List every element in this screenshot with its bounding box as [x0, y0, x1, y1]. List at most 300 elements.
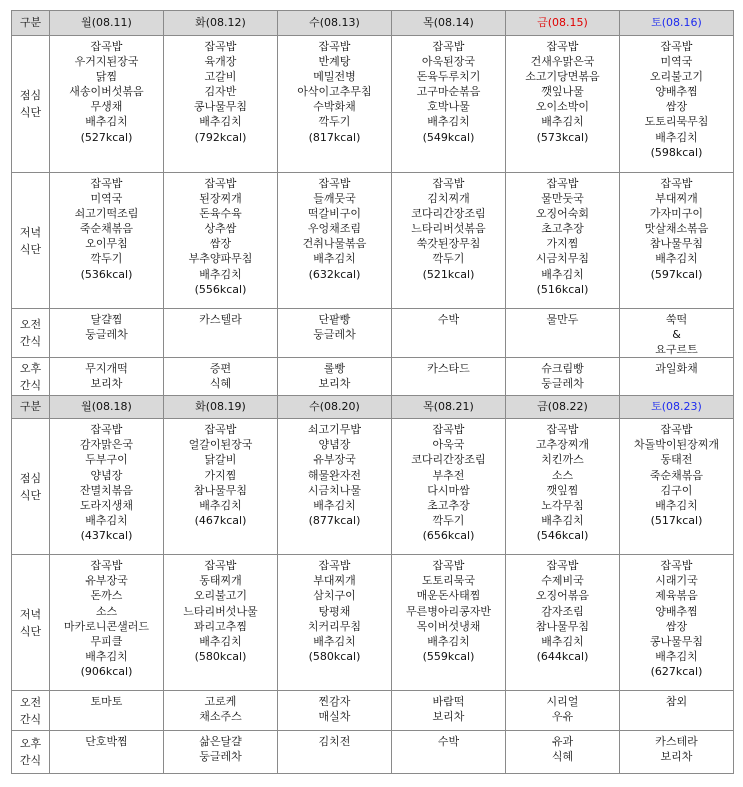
- menu-item: 닭갈비: [204, 453, 237, 467]
- menu-item: 아삭이고추무침: [297, 85, 372, 99]
- menu-item: 건새우맑은국: [530, 55, 595, 69]
- menu-item: 느타리버섯볶음: [411, 222, 486, 236]
- afternoon-snack-sat-cell: [620, 731, 734, 774]
- menu-item: 단호박찜: [85, 735, 128, 749]
- menu-item: 물만둣국: [541, 192, 584, 206]
- row-label-line: 점심: [19, 471, 42, 485]
- menu-item: 떡갈비구이: [307, 207, 362, 221]
- menu-item: 잔멸치볶음: [79, 483, 134, 497]
- menu-item: (598kcal): [650, 145, 703, 159]
- day-header-thu: [392, 11, 506, 36]
- menu-item: 오리불고기: [193, 589, 248, 603]
- menu-item: (580kcal): [308, 649, 361, 663]
- afternoon-snack-thu-cell: [392, 358, 506, 396]
- menu-item: 둥글레차: [85, 328, 128, 342]
- menu-item: 잡곡밥: [204, 177, 237, 190]
- menu-item: 죽순채볶음: [79, 222, 134, 236]
- day-header-label: 목(08.14): [423, 16, 474, 29]
- menu-item: 잡곡밥: [660, 40, 693, 53]
- menu-item: 깍두기: [90, 252, 123, 266]
- menu-item: 오이소박이: [535, 100, 590, 114]
- menu-item: 잡곡밥: [318, 559, 351, 573]
- menu-item: (556kcal): [194, 282, 247, 296]
- row-label-line: 식단: [19, 242, 42, 256]
- menu-item: &: [672, 328, 681, 342]
- menu-item: 오리불고기: [649, 70, 704, 84]
- menu-item: 깍두기: [432, 513, 465, 527]
- lunch-label: [12, 36, 50, 173]
- menu-item: 제육볶음: [655, 589, 698, 603]
- menu-item: 참나물무침: [535, 619, 590, 633]
- menu-item: 잡곡밥: [432, 177, 465, 190]
- day-header-label: 금(08.15): [537, 16, 588, 29]
- menu-item: 무지개떡: [85, 362, 128, 376]
- day-header-sat: [620, 396, 734, 419]
- menu-item: 배추김치: [199, 634, 242, 648]
- dinner-row: [12, 555, 734, 691]
- menu-item: 수제비국: [541, 574, 584, 588]
- menu-item: 쑥갓된장무침: [416, 237, 481, 251]
- menu-item: 배추김치: [313, 252, 356, 266]
- lunch-mon-cell: [50, 36, 164, 173]
- lunch-label: [12, 419, 50, 555]
- menu-item: 보리차: [90, 377, 123, 391]
- row-label-line: 오후: [19, 737, 42, 751]
- menu-item: 김자반: [204, 85, 237, 99]
- day-header-label: 목(08.21): [423, 400, 474, 414]
- lunch-row: [12, 36, 734, 173]
- menu-item: 부추양파무침: [188, 252, 253, 266]
- menu-item: 김치찌개: [427, 192, 470, 206]
- menu-item: 가지찜: [546, 237, 579, 251]
- menu-item: 동태찌개: [199, 574, 242, 588]
- dinner-thu-cell: [392, 173, 506, 309]
- day-header-label: 토(08.16): [651, 16, 702, 29]
- dinner-mon-cell: [50, 555, 164, 691]
- morning-snack-sat-cell: [620, 309, 734, 358]
- row-label-line: 오후: [19, 361, 42, 375]
- menu-item: (517kcal): [650, 513, 703, 527]
- morning-snack-row: [12, 309, 734, 358]
- morning-snack-mon-cell: [50, 691, 164, 731]
- menu-item: 보리차: [318, 377, 351, 391]
- menu-item: 양배추찜: [655, 85, 698, 99]
- day-header-fri: [506, 11, 620, 36]
- afternoon-snack-fri-cell: [506, 731, 620, 774]
- menu-item: 초고추장: [541, 222, 584, 236]
- menu-item: 소스: [95, 604, 118, 618]
- row-label-line: 점심: [19, 89, 42, 102]
- menu-item: 배추김치: [655, 130, 698, 144]
- dinner-tue-cell: [164, 173, 278, 309]
- day-header-wed: [278, 396, 392, 419]
- menu-item: 차돌박이된장찌개: [633, 438, 719, 452]
- row-label-line: 저녁: [19, 225, 42, 239]
- menu-item: 소스: [551, 468, 574, 482]
- menu-item: 배추김치: [85, 649, 128, 663]
- menu-item: 배추김치: [199, 115, 242, 129]
- menu-item: (549kcal): [422, 130, 475, 144]
- menu-item: (632kcal): [308, 267, 361, 281]
- menu-item: 배추김치: [199, 498, 242, 512]
- menu-item: 깻잎나물: [541, 85, 584, 99]
- row-label-line: 식단: [19, 624, 42, 638]
- menu-item: 부추전: [432, 468, 465, 482]
- menu-item: 매실차: [318, 710, 351, 724]
- dinner-label: [12, 555, 50, 691]
- menu-item: (580kcal): [194, 649, 247, 663]
- day-header-label: 화(08.12): [195, 16, 246, 29]
- menu-item: 시리얼: [546, 695, 579, 709]
- morning-snack-mon-cell: [50, 309, 164, 358]
- menu-item: 쇠고기무밥: [307, 423, 362, 437]
- menu-item: 잡곡밥: [546, 423, 579, 437]
- menu-item: (597kcal): [650, 267, 703, 281]
- day-header-label: 월(08.18): [81, 400, 132, 414]
- menu-item: (559kcal): [422, 649, 475, 663]
- dinner-fri-cell: [506, 555, 620, 691]
- day-header-label: 금(08.22): [537, 400, 588, 414]
- category-header-label: 구분: [19, 16, 42, 29]
- menu-item: 다시마쌈: [427, 483, 470, 497]
- menu-item: 들깨뭇국: [313, 192, 356, 206]
- menu-item: 고구마순볶음: [416, 85, 481, 99]
- row-label-line: 간식: [19, 378, 42, 392]
- menu-item: (437kcal): [80, 528, 133, 542]
- menu-item: 김치전: [318, 735, 351, 749]
- menu-item: 배추김치: [199, 267, 242, 281]
- day-header-tue: [164, 11, 278, 36]
- row-label-line: 간식: [19, 335, 42, 349]
- lunch-wed-cell: [278, 36, 392, 173]
- menu-item: (536kcal): [80, 267, 133, 281]
- menu-item: 잡곡밥: [660, 559, 693, 573]
- menu-item: 콩나물무침: [193, 100, 248, 114]
- day-header-label: 토(08.23): [651, 400, 702, 414]
- afternoon-snack-fri-cell: [506, 358, 620, 396]
- menu-item: 오징어볶음: [535, 589, 590, 603]
- menu-item: 죽순채볶음: [649, 468, 704, 482]
- menu-item: 롤빵: [323, 362, 346, 376]
- menu-item: 부대찌개: [655, 192, 698, 206]
- menu-item: 우거지된장국: [74, 55, 139, 69]
- row-label-line: 간식: [19, 712, 42, 726]
- menu-item: 돈육수육: [199, 207, 242, 221]
- menu-item: 카스테라: [655, 735, 698, 749]
- menu-item: 잡곡밥: [204, 423, 237, 437]
- menu-item: 둥글레차: [199, 750, 242, 764]
- menu-item: 수박화채: [313, 100, 356, 114]
- afternoon-snack-tue-cell: [164, 731, 278, 774]
- morning-snack-label: [12, 309, 50, 358]
- afternoon-snack-wed-cell: [278, 358, 392, 396]
- menu-item: 미역국: [90, 192, 123, 206]
- lunch-row: [12, 419, 734, 555]
- weekly-menu-table: [11, 10, 734, 774]
- menu-item: 가자미구이: [649, 207, 704, 221]
- menu-item: 증편: [209, 362, 232, 376]
- menu-item: 된장찌개: [199, 192, 242, 206]
- menu-item: 무른병아리콩자반: [405, 604, 491, 618]
- menu-item: (627kcal): [650, 664, 703, 678]
- menu-item: 쑥떡: [665, 313, 688, 326]
- morning-snack-wed-cell: [278, 691, 392, 731]
- row-label-line: 오전: [19, 695, 42, 709]
- menu-item: 깻잎찜: [546, 483, 579, 497]
- menu-item: 보리차: [432, 710, 465, 724]
- menu-item: 배추김치: [85, 115, 128, 129]
- menu-item: (546kcal): [536, 528, 589, 542]
- menu-item: 해물완자전: [307, 468, 362, 482]
- menu-item: 배추김치: [655, 252, 698, 266]
- morning-snack-tue-cell: [164, 691, 278, 731]
- menu-item: 찐감자: [318, 695, 351, 709]
- menu-item: 삶은달걀: [199, 735, 242, 749]
- category-header-label: 구분: [19, 400, 42, 414]
- menu-item: 잡곡밥: [318, 177, 351, 190]
- menu-item: 바람떡: [432, 695, 465, 709]
- menu-item: 시래기국: [655, 574, 698, 588]
- menu-item: 시금치무침: [535, 252, 590, 266]
- afternoon-snack-row: [12, 731, 734, 774]
- menu-item: 새송이버섯볶음: [69, 85, 144, 99]
- menu-item: 느타리버섯나물: [183, 604, 258, 618]
- lunch-thu-cell: [392, 36, 506, 173]
- menu-item: 양념장: [318, 438, 351, 452]
- day-header-wed: [278, 11, 392, 36]
- menu-item: 탕평채: [318, 604, 351, 618]
- menu-item: 마카로니콘샐러드: [63, 619, 149, 633]
- menu-item: 잡곡밥: [432, 559, 465, 573]
- afternoon-snack-label: [12, 731, 50, 774]
- menu-item: 배추김치: [655, 498, 698, 512]
- dinner-tue-cell: [164, 555, 278, 691]
- day-header-label: 수(08.20): [309, 400, 360, 414]
- menu-item: 쌈장: [665, 619, 688, 633]
- menu-item: (817kcal): [308, 130, 361, 144]
- morning-snack-label: [12, 691, 50, 731]
- menu-item: 도토리묵무침: [644, 115, 709, 129]
- day-header-label: 수(08.13): [309, 16, 360, 29]
- menu-item: 배추김치: [541, 513, 584, 527]
- morning-snack-fri-cell: [506, 691, 620, 731]
- menu-item: 배추김치: [313, 634, 356, 648]
- row-label-line: 오전: [19, 318, 42, 332]
- dinner-wed-cell: [278, 555, 392, 691]
- day-header-thu: [392, 396, 506, 419]
- lunch-thu-cell: [392, 419, 506, 555]
- morning-snack-thu-cell: [392, 691, 506, 731]
- menu-item: 호박나물: [427, 100, 470, 114]
- menu-item: 콩나물무침: [649, 634, 704, 648]
- menu-item: 맛살채소볶음: [644, 222, 709, 236]
- menu-item: (467kcal): [194, 513, 247, 527]
- menu-item: 유부장국: [313, 453, 356, 467]
- category-header: [12, 11, 50, 36]
- dinner-mon-cell: [50, 173, 164, 309]
- menu-item: 잡곡밥: [90, 177, 123, 190]
- menu-item: 치킨까스: [541, 453, 584, 467]
- menu-item: 잡곡밥: [90, 40, 123, 53]
- menu-item: 시금치나물: [307, 483, 362, 497]
- menu-item: 양념장: [90, 468, 123, 482]
- menu-item: (877kcal): [308, 513, 361, 527]
- menu-item: 아욱국: [432, 438, 465, 452]
- menu-item: 배추김치: [313, 498, 356, 512]
- menu-item: 잡곡밥: [90, 559, 123, 573]
- lunch-sat-cell: [620, 419, 734, 555]
- dinner-fri-cell: [506, 173, 620, 309]
- menu-item: 반계탕: [318, 55, 351, 69]
- menu-item: 무생채: [90, 100, 123, 114]
- day-header-label: 월(08.11): [81, 16, 132, 29]
- menu-item: 과일화채: [655, 362, 698, 376]
- menu-item: 배추김치: [541, 115, 584, 129]
- menu-item: 초고추장: [427, 498, 470, 512]
- dinner-row: [12, 173, 734, 309]
- menu-item: 배추김치: [427, 634, 470, 648]
- category-header: [12, 396, 50, 419]
- day-header-fri: [506, 396, 620, 419]
- afternoon-snack-label: [12, 358, 50, 396]
- morning-snack-fri-cell: [506, 309, 620, 358]
- lunch-sat-cell: [620, 36, 734, 173]
- menu-item: 도라지생채: [79, 498, 134, 512]
- menu-item: 수박: [437, 313, 460, 326]
- menu-item: 깍두기: [318, 115, 351, 129]
- lunch-tue-cell: [164, 36, 278, 173]
- menu-item: 가지찜: [204, 468, 237, 482]
- menu-item: 배추김치: [85, 513, 128, 527]
- menu-item: 단팥빵: [318, 313, 351, 326]
- morning-snack-row: [12, 691, 734, 731]
- menu-item: 물만두: [546, 313, 579, 326]
- lunch-fri-cell: [506, 419, 620, 555]
- menu-item: (527kcal): [80, 130, 133, 144]
- menu-item: 고갈비: [204, 70, 237, 84]
- menu-item: 동태전: [660, 453, 693, 467]
- menu-item: 양배추찜: [655, 604, 698, 618]
- menu-item: 오징어숙회: [535, 207, 590, 221]
- menu-item: 육개장: [204, 55, 237, 69]
- menu-item: 둥글레차: [541, 377, 584, 391]
- menu-item: 돈육두루치기: [416, 70, 481, 84]
- menu-item: 채소주스: [199, 710, 242, 724]
- menu-item: 우엉채조림: [307, 222, 362, 236]
- menu-item: 노각무침: [541, 498, 584, 512]
- week-2-header-row: [12, 396, 734, 419]
- menu-item: 닭찜: [95, 70, 118, 84]
- dinner-sat-cell: [620, 555, 734, 691]
- menu-item: 카스텔라: [199, 313, 242, 326]
- menu-item: 유부장국: [85, 574, 128, 588]
- menu-item: 잡곡밥: [204, 40, 237, 53]
- menu-item: 식혜: [551, 750, 574, 764]
- menu-item: 감자조림: [541, 604, 584, 618]
- menu-item: 둥글레차: [313, 328, 356, 342]
- menu-item: 꽈리고추찜: [193, 619, 248, 633]
- afternoon-snack-mon-cell: [50, 358, 164, 396]
- menu-item: 김구이: [660, 483, 693, 497]
- menu-item: (656kcal): [422, 528, 475, 542]
- menu-item: 잡곡밥: [90, 423, 123, 437]
- menu-item: 참나물무침: [649, 237, 704, 251]
- menu-item: 매운돈사태찜: [416, 589, 481, 603]
- menu-item: 고로케: [204, 695, 237, 709]
- menu-item: 배추김치: [427, 115, 470, 129]
- menu-item: 두부구이: [85, 453, 128, 467]
- afternoon-snack-tue-cell: [164, 358, 278, 396]
- lunch-fri-cell: [506, 36, 620, 173]
- menu-item: 잡곡밥: [660, 177, 693, 190]
- menu-item: 참외: [665, 695, 688, 709]
- menu-item: 미역국: [660, 55, 693, 69]
- menu-item: 건취나물볶음: [302, 237, 367, 251]
- menu-item: 돈까스: [90, 589, 123, 603]
- menu-item: (573kcal): [536, 130, 589, 144]
- menu-item: (521kcal): [422, 267, 475, 281]
- day-header-label: 화(08.19): [195, 400, 246, 414]
- menu-item: 잡곡밥: [546, 177, 579, 190]
- menu-item: 부대찌개: [313, 574, 356, 588]
- menu-item: 삼치구이: [313, 589, 356, 603]
- menu-item: (516kcal): [536, 282, 589, 296]
- menu-item: 고추장찌개: [535, 438, 590, 452]
- menu-item: 잡곡밥: [432, 40, 465, 53]
- menu-item: (906kcal): [80, 664, 133, 678]
- menu-item: 메밀전병: [313, 70, 356, 84]
- lunch-wed-cell: [278, 419, 392, 555]
- menu-item: 코다리간장조림: [411, 207, 486, 221]
- menu-item: 잡곡밥: [432, 423, 465, 437]
- menu-item: 오이무침: [85, 237, 128, 251]
- menu-item: 슈크림빵: [541, 362, 584, 376]
- day-header-sat: [620, 11, 734, 36]
- lunch-mon-cell: [50, 419, 164, 555]
- menu-item: (644kcal): [536, 649, 589, 663]
- dinner-wed-cell: [278, 173, 392, 309]
- day-header-mon: [50, 396, 164, 419]
- afternoon-snack-row: [12, 358, 734, 396]
- menu-item: 배추김치: [541, 634, 584, 648]
- menu-item: 요구르트: [655, 343, 698, 357]
- dinner-thu-cell: [392, 555, 506, 691]
- menu-item: 참나물무침: [193, 483, 248, 497]
- menu-item: 우유: [551, 710, 574, 724]
- day-header-tue: [164, 396, 278, 419]
- menu-item: 깍두기: [432, 252, 465, 266]
- menu-item: 달걀찜: [90, 313, 123, 326]
- row-label-line: 식단: [19, 488, 42, 502]
- menu-item: (792kcal): [194, 130, 247, 144]
- afternoon-snack-mon-cell: [50, 731, 164, 774]
- menu-item: 얼갈이된장국: [188, 438, 253, 452]
- menu-item: 쌈장: [665, 100, 688, 114]
- afternoon-snack-wed-cell: [278, 731, 392, 774]
- menu-item: 도토리묵국: [421, 574, 476, 588]
- menu-item: 유과: [551, 735, 574, 749]
- morning-snack-thu-cell: [392, 309, 506, 358]
- menu-item: 식혜: [209, 377, 232, 391]
- menu-item: 카스타드: [427, 362, 470, 376]
- menu-item: 무피클: [90, 634, 123, 648]
- menu-item: 잡곡밥: [546, 559, 579, 573]
- menu-item: 토마토: [90, 695, 123, 709]
- menu-item: 상추쌈: [204, 222, 237, 236]
- menu-item: 수박: [437, 735, 460, 749]
- menu-item: 배추김치: [655, 649, 698, 663]
- menu-item: 치커리무침: [307, 619, 362, 633]
